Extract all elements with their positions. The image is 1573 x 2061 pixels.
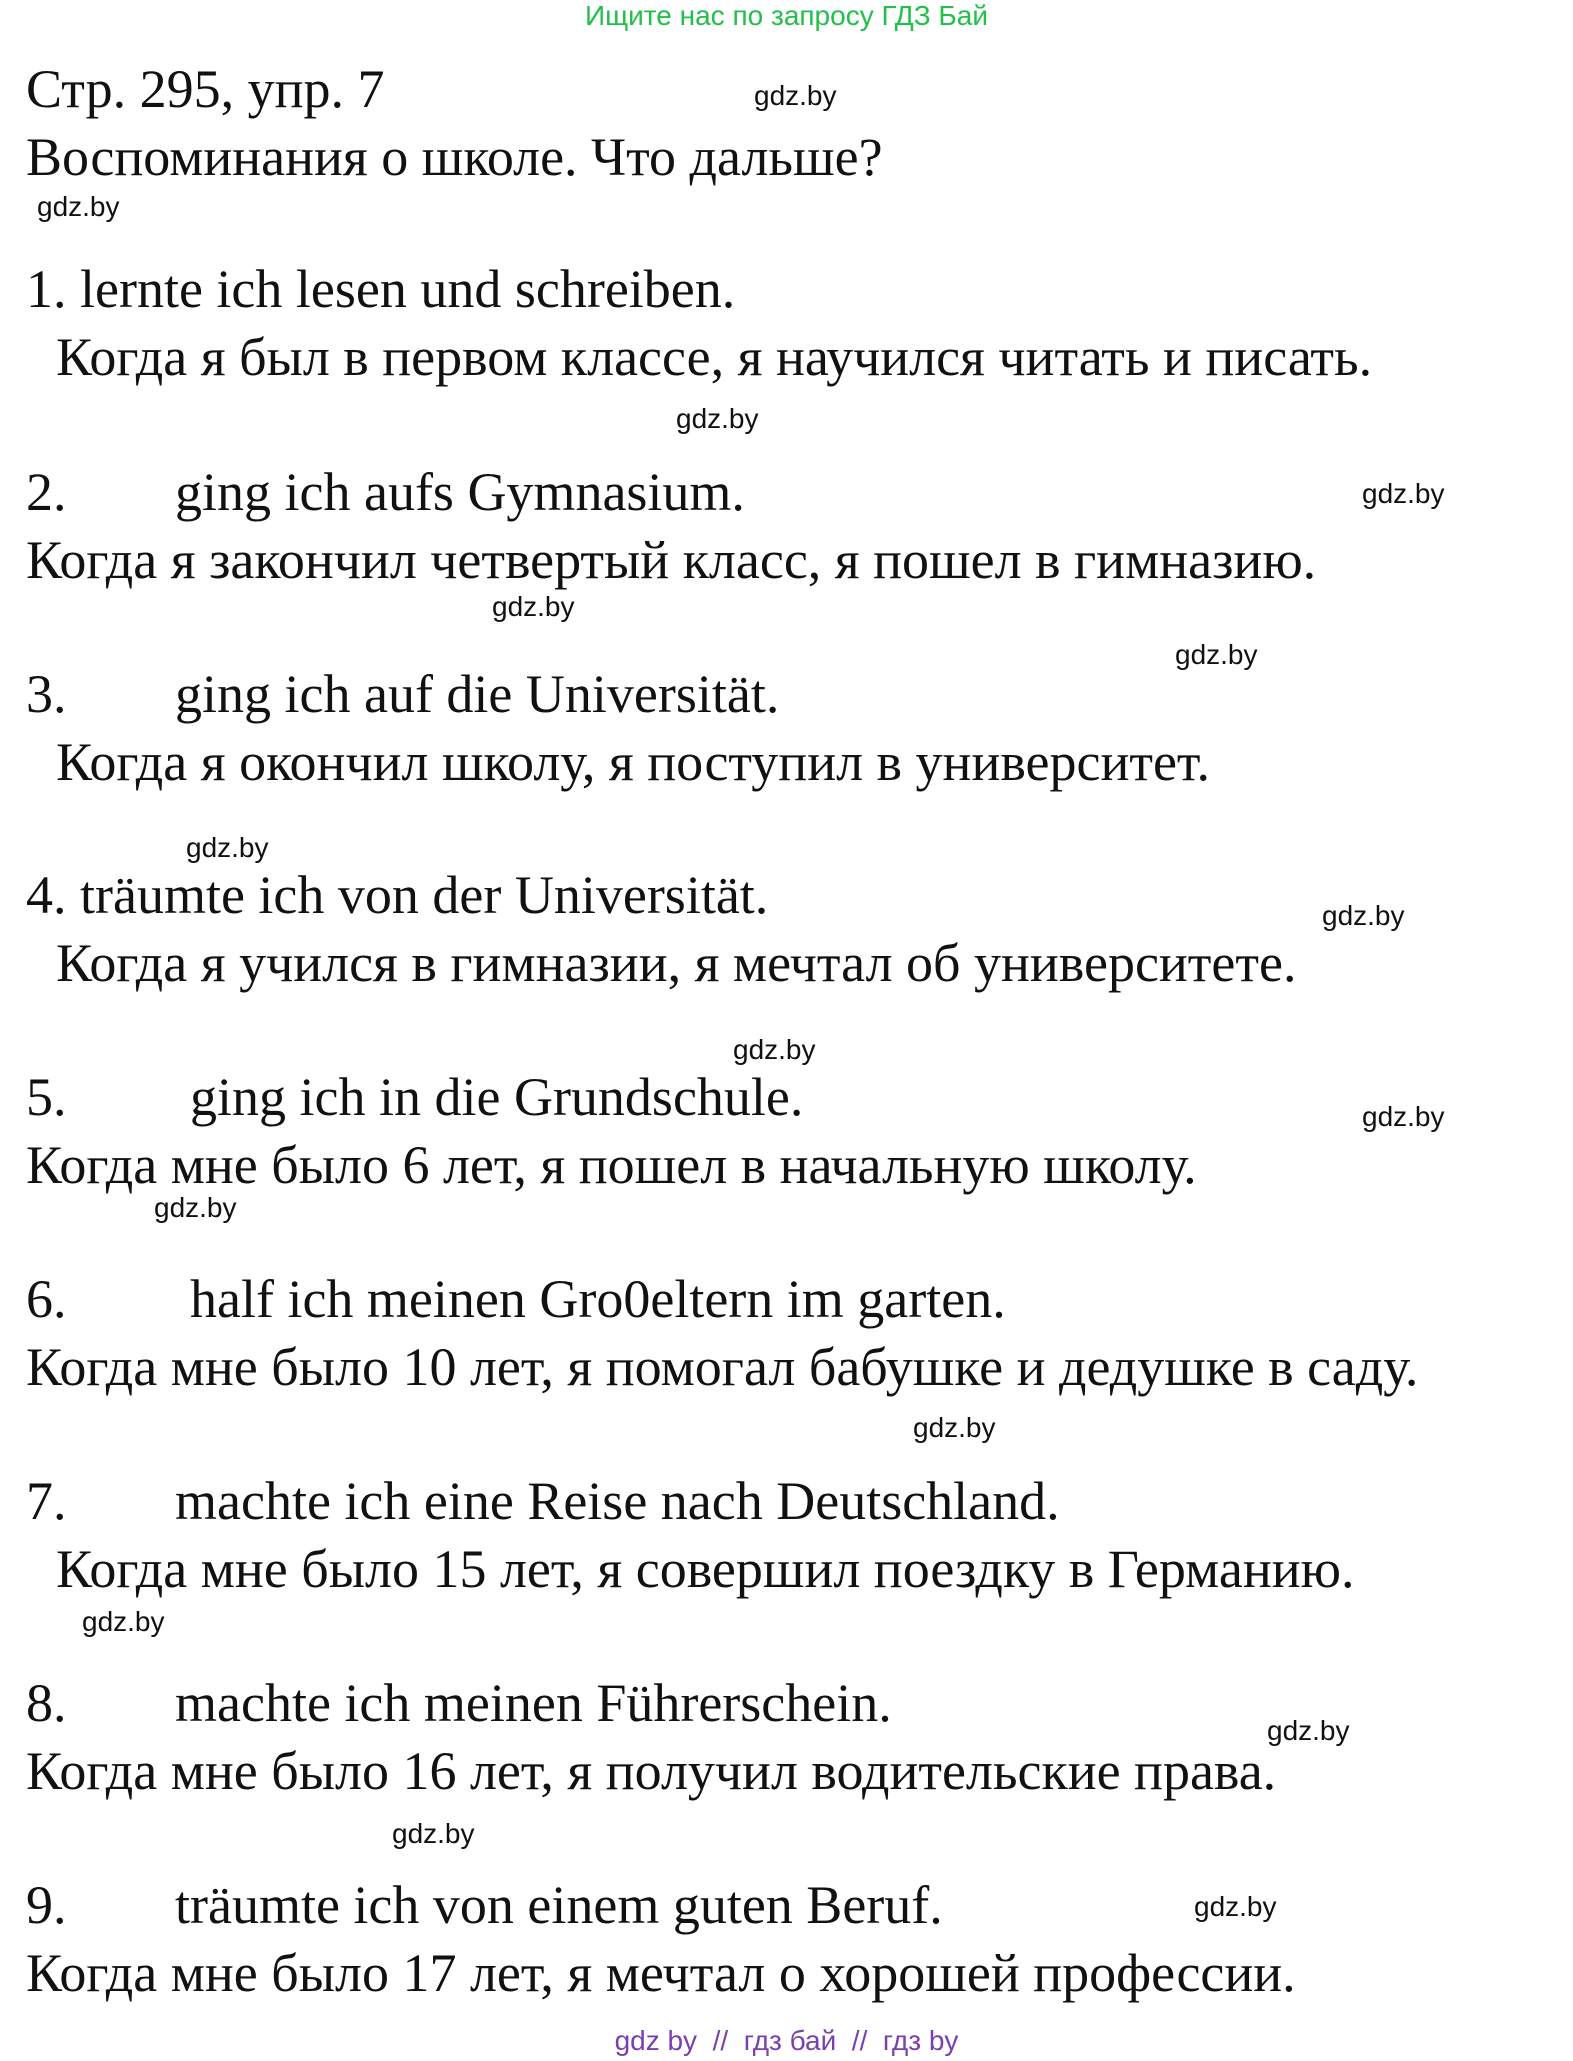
watermark: gdz.by <box>492 591 575 622</box>
item-text-de: half ich meinen Gro0eltern im garten. <box>190 1269 1006 1329</box>
item-1-german <box>26 259 736 319</box>
item-number: 8. <box>26 1673 67 1733</box>
item-6-german <box>26 1269 1006 1329</box>
item-number: 2. <box>26 462 67 522</box>
item-3-russian: Когда я окончил школу, я поступил в университет. <box>56 732 1210 792</box>
item-text-de: ging ich in die Grundschule. <box>190 1067 804 1127</box>
item-9-german <box>26 1875 943 1935</box>
item-8-russian: Когда мне было 16 лет, я получил водительские права. <box>26 1741 1277 1801</box>
bottom-banner: gdz by // гдз бай // гдз by <box>614 2025 959 2056</box>
item-number: 3. <box>26 664 67 724</box>
watermark: gdz.by <box>733 1034 816 1065</box>
watermark: gdz.by <box>1267 1715 1350 1746</box>
watermark: gdz.by <box>1322 900 1405 931</box>
watermark: gdz.by <box>37 191 120 222</box>
item-4-russian: Когда я учился в гимназии, я мечтал об университете. <box>56 933 1297 993</box>
page-reference: Стр. 295, упр. 7 <box>26 59 385 119</box>
item-text-de: machte ich eine Reise nach Deutschland. <box>175 1471 1060 1531</box>
watermark: gdz.by <box>1175 639 1258 670</box>
item-number: 4. <box>26 865 67 925</box>
watermark: gdz.by <box>186 832 269 863</box>
watermark: gdz.by <box>392 1818 475 1849</box>
item-number: 6. <box>26 1269 67 1329</box>
watermark: gdz.by <box>1362 1101 1445 1132</box>
item-number: 5. <box>26 1067 67 1127</box>
item-text-de: träumte ich von einem guten Beruf. <box>175 1875 943 1935</box>
item-5-german <box>26 1067 804 1127</box>
item-2-russian: Когда я закончил четвертый класс, я пошел в гимназию. <box>26 530 1317 590</box>
item-text-de: träumte ich von der Universität. <box>80 865 769 925</box>
item-5-russian: Когда мне было 6 лет, я пошел в начальную школу. <box>26 1135 1197 1195</box>
item-number: 9. <box>26 1875 67 1935</box>
item-number: 7. <box>26 1471 67 1531</box>
watermark: gdz.by <box>754 80 837 111</box>
item-text-de: machte ich meinen Führerschein. <box>175 1673 892 1733</box>
item-7-german <box>26 1471 1060 1531</box>
item-text-de: ging ich aufs Gymnasium. <box>175 462 745 522</box>
top-banner: Ищите нас по запросу ГДЗ Бай <box>584 0 989 31</box>
watermark: gdz.by <box>1194 1891 1277 1922</box>
watermark: gdz.by <box>676 403 759 434</box>
item-8-german <box>26 1673 892 1733</box>
item-number: 1. <box>26 259 67 319</box>
watermark: gdz.by <box>82 1606 165 1637</box>
item-3-german <box>26 664 780 724</box>
item-6-russian: Когда мне было 10 лет, я помогал бабушке и дедушке в саду. <box>26 1337 1419 1397</box>
exercise-title: Воспоминания о школе. Что дальше? <box>26 127 883 187</box>
watermark: gdz.by <box>154 1192 237 1223</box>
item-2-german <box>26 462 745 522</box>
watermark: gdz.by <box>913 1412 996 1443</box>
item-4-german <box>26 865 769 925</box>
item-1-russian: Когда я был в первом классе, я научился читать и писать. <box>56 327 1373 387</box>
item-9-russian: Когда мне было 17 лет, я мечтал о хорошей профессии. <box>26 1943 1296 2003</box>
item-text-de: lernte ich lesen und schreiben. <box>80 259 736 319</box>
watermark: gdz.by <box>1362 478 1445 509</box>
item-7-russian: Когда мне было 15 лет, я совершил поездку в Германию. <box>56 1539 1355 1599</box>
item-text-de: ging ich auf die Universität. <box>175 664 780 724</box>
